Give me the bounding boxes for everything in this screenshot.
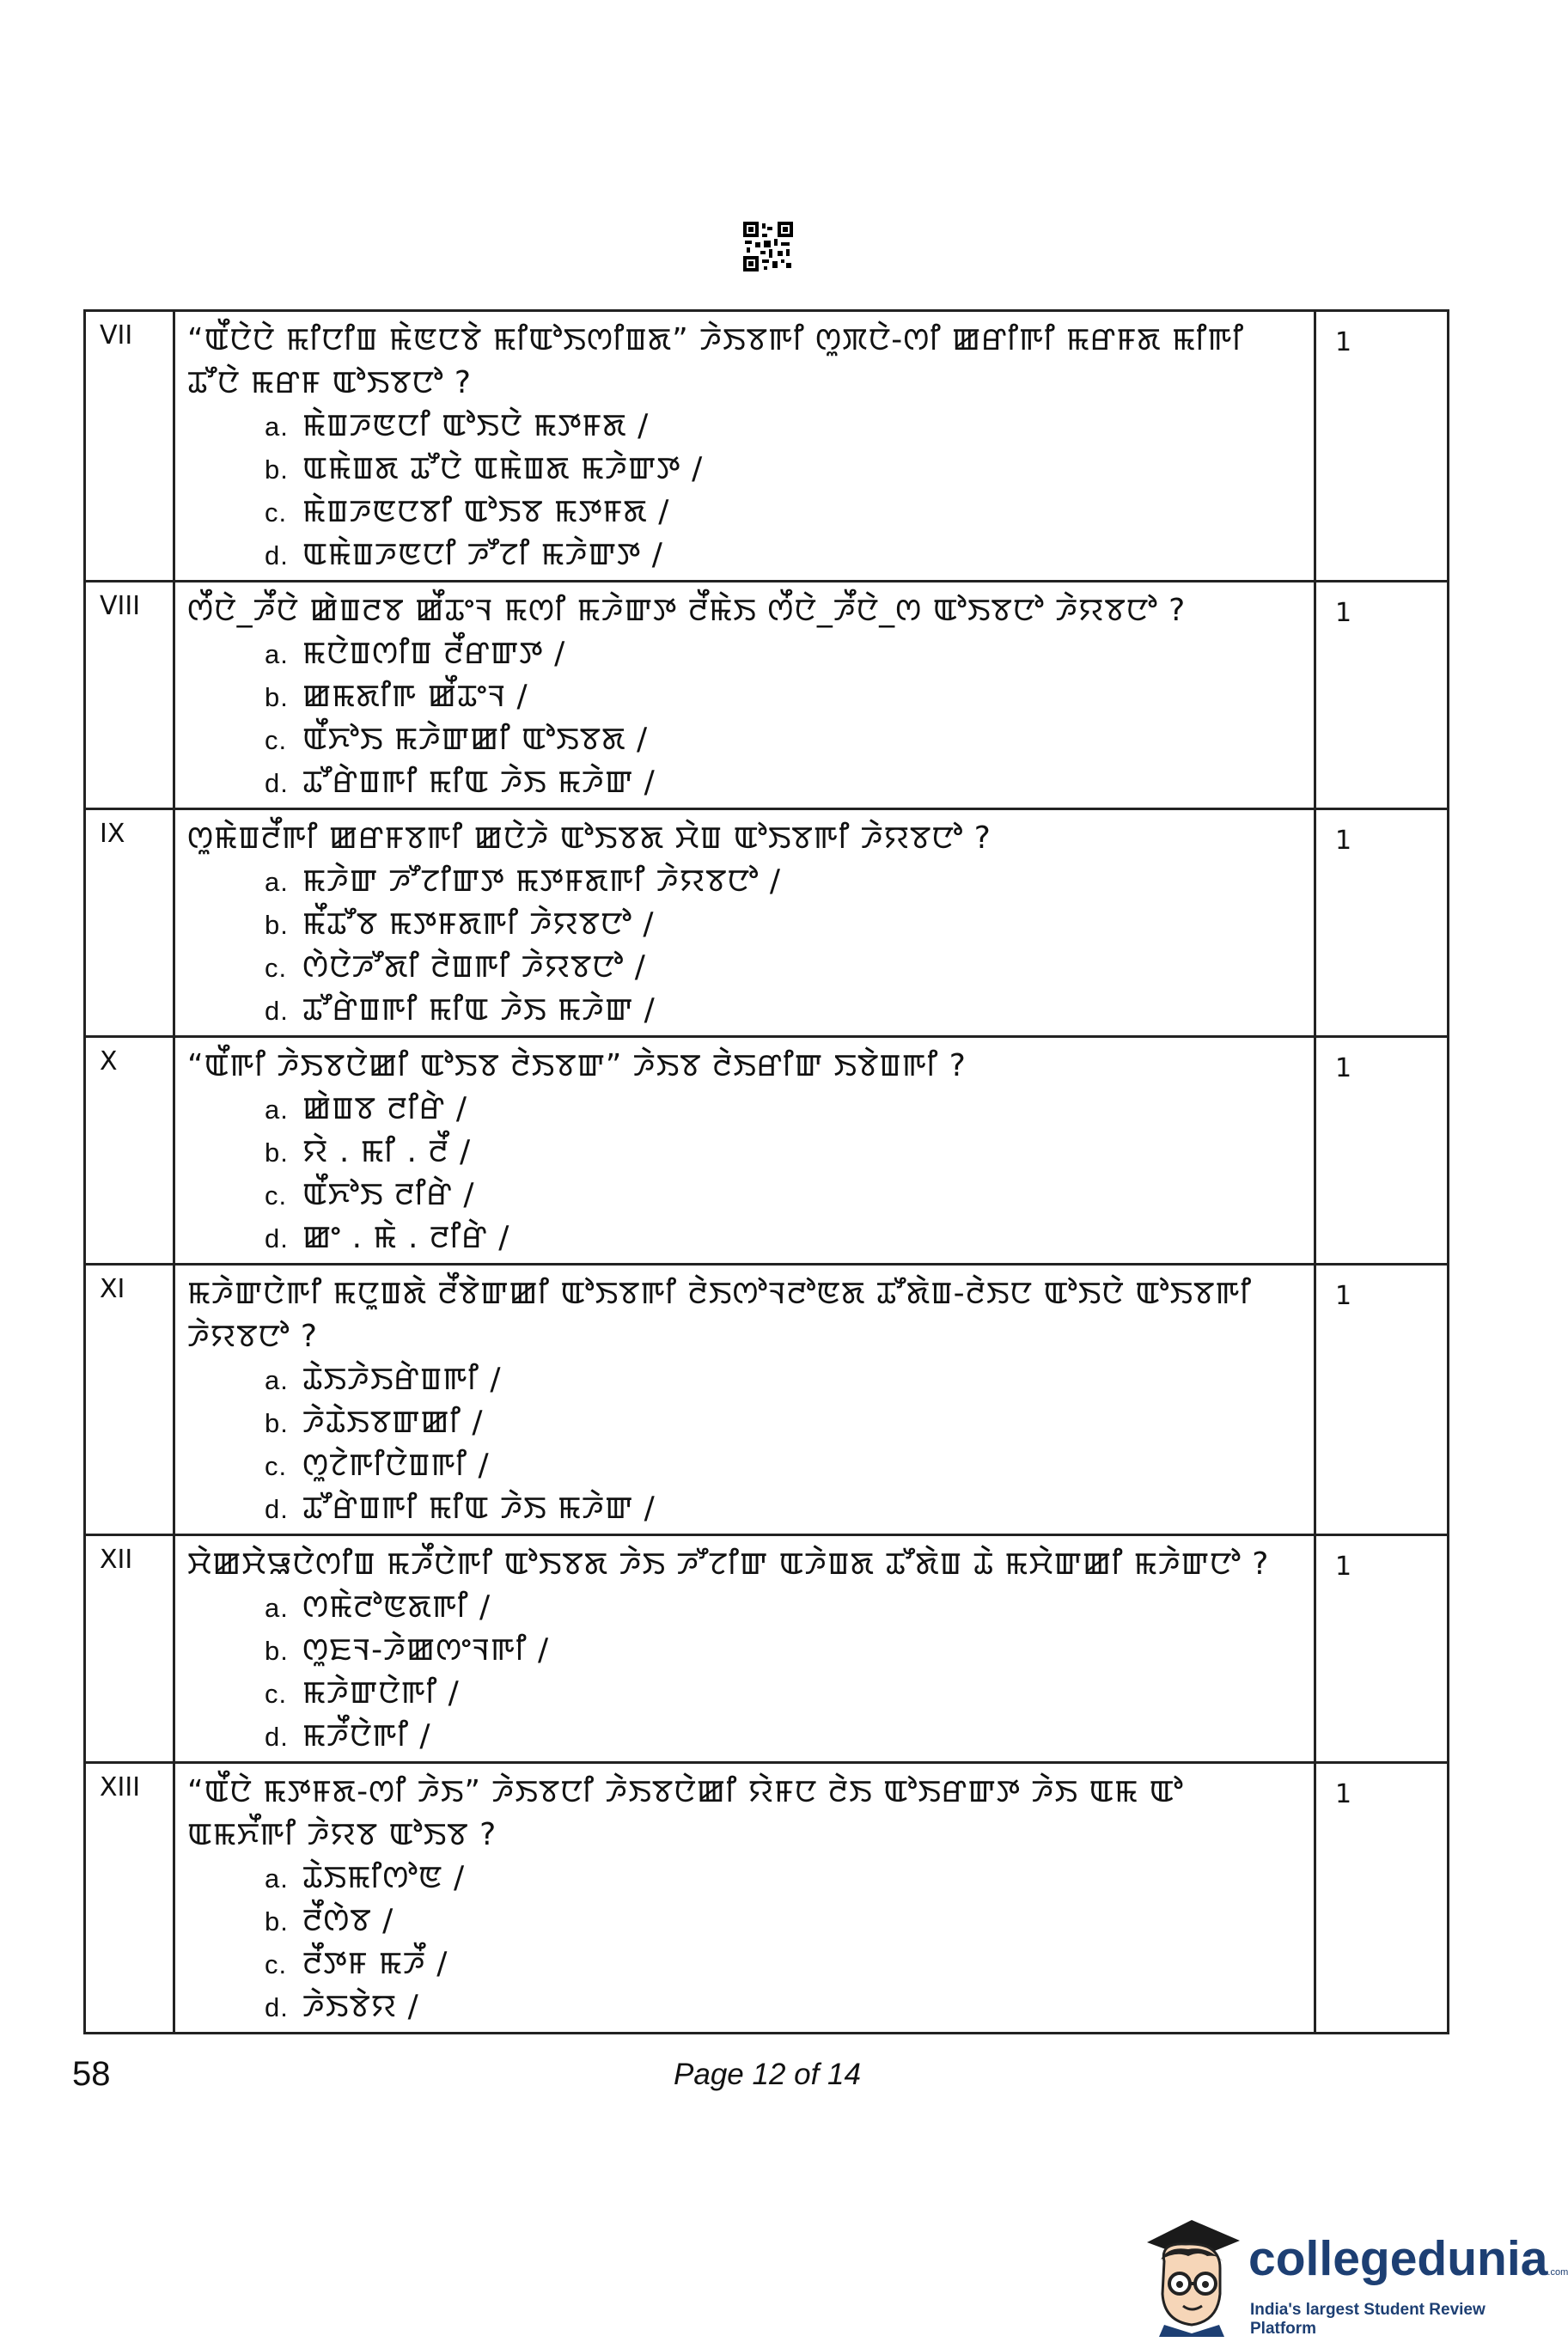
option-letter: b. — [265, 1636, 289, 1666]
question-sheet — [83, 309, 1449, 2034]
option-letter: a. — [265, 867, 289, 897]
option-letter: b. — [265, 1137, 289, 1168]
option-item — [265, 1401, 1302, 1444]
question-text: “ꯑꯩꯒꯤ ꯍꯥꯏꯕꯅꯥꯀꯤ ꯑꯣꯏꯕ ꯂꯥꯏꯕꯛ” ꯍꯥꯏꯕ ꯂꯥꯏꯔꯤꯛ ꯏꯕꯥꯡꯒꯤ ? — [187, 1048, 967, 1083]
option-item — [265, 632, 1302, 675]
option-text: ꯑꯃꯥꯡꯗ ꯊꯧꯅꯥ ꯑꯃꯥꯡꯗ ꯃꯍꯥꯛꯇ / — [302, 451, 704, 486]
option-letter: c. — [265, 1949, 288, 1979]
question-text: ꯆꯥꯀꯆꯥꯎꯅꯥꯁꯤꯡ ꯃꯍꯩꯅꯥꯒꯤ ꯑꯣꯏꯕꯗ ꯍꯥꯏ ꯍꯧꯖꯤꯛ ꯑꯍꯥꯡꯗ ꯊꯧꯗꯥꯡ ꯊꯥ ꯃꯆꯥꯛꯀꯤ ꯃꯍꯥꯛꯅꯣ ? — [187, 1546, 1270, 1582]
question-number: VII — [85, 311, 174, 582]
option-text: ꯑꯃꯥꯡꯍꯟꯅꯤ ꯍꯧꯖꯤ ꯃꯍꯥꯛꯇ / — [302, 537, 663, 572]
option-item — [265, 1985, 1302, 2028]
question-text: “ꯑꯩꯅꯥꯅꯥ ꯃꯤꯅꯤꯡ ꯃꯥꯟꯅꯕꯥ ꯃꯤꯑꯣꯏꯁꯤꯡꯗ” ꯍꯥꯏꯕꯒꯤ ꯁꯨꯞꯅꯥ-ꯁꯤ ꯀꯔꯤꯒꯤ ꯃꯔꯝꯗ ꯃꯤꯒꯤ ꯊꯧꯅꯥ ꯃꯔꯝ ꯑꯣꯏꯕꯅꯣ ? — [187, 322, 1244, 400]
option-letter: c. — [265, 1451, 288, 1481]
question-body — [174, 582, 1315, 809]
option-text: ꯃꯥꯡꯍꯟꯅꯕꯤ ꯑꯣꯏꯕ ꯃꯇꯝꯗ / — [302, 494, 670, 529]
option-letter: a. — [265, 1863, 289, 1894]
option-item — [265, 1857, 1302, 1900]
option-letter: c. — [265, 497, 288, 528]
option-text: ꯃꯥꯡꯍꯟꯅꯤ ꯑꯣꯏꯅꯥ ꯃꯇꯝꯗ / — [302, 408, 650, 443]
brand-text: collegedunia — [1248, 2231, 1548, 2286]
option-letter: c. — [265, 1679, 288, 1709]
question-mark: 1 — [1315, 1037, 1449, 1265]
question-body — [174, 1535, 1315, 1763]
option-item — [265, 405, 1302, 448]
option-item — [265, 491, 1302, 534]
option-letter: c. — [265, 725, 288, 755]
option-list — [187, 1088, 1302, 1259]
question-body — [174, 311, 1315, 582]
question-number: X — [85, 1037, 174, 1265]
option-item — [265, 1672, 1302, 1715]
option-item — [265, 1629, 1302, 1672]
option-item — [265, 860, 1302, 903]
option-text: ꯑꯩꯈꯣꯏ ꯂꯤꯔꯥ / — [302, 1177, 475, 1212]
option-text: ꯊꯧꯔꯥꯡꯒꯤ ꯃꯤꯑ ꯍꯥꯏ ꯃꯍꯥꯛ / — [302, 1491, 656, 1526]
question-mark: 1 — [1315, 582, 1449, 809]
question-text: ꯃꯍꯥꯛꯅꯥꯒꯤ ꯃꯅꯨꯡꯗꯥ ꯂꯩꯕꯥꯛꯀꯤ ꯑꯣꯏꯕꯒꯤ ꯂꯥꯏꯁꯣꯜꯂꯣꯟꯗ ꯊꯧꯗꯥꯡ-ꯂꯥꯏꯅ ꯑꯣꯏꯅꯥ ꯑꯣꯏꯕꯒꯤ ꯍꯥꯌꯕꯅꯣ ? — [187, 1276, 1252, 1354]
option-letter: b. — [265, 454, 289, 485]
option-text: ꯊꯥꯏꯍꯥꯏꯔꯥꯡꯒꯤ / — [302, 1362, 502, 1397]
option-letter: a. — [265, 412, 289, 442]
brand-tagline: India's largest Student Review Platform — [1250, 2301, 1486, 2338]
question-mark: 1 — [1315, 1763, 1449, 2034]
option-item — [265, 1444, 1302, 1487]
option-text: ꯃꯅꯥꯡꯁꯤꯡ ꯂꯩꯔꯛꯇ / — [302, 636, 566, 671]
option-list — [187, 1586, 1302, 1758]
option-text: ꯂꯩꯇꯝ ꯃꯍꯩ / — [302, 1946, 448, 1981]
option-letter: d. — [265, 540, 289, 570]
option-text: ꯁꯨꯖꯥꯒꯤꯅꯥꯡꯒꯤ / — [302, 1448, 490, 1483]
question-body — [174, 809, 1315, 1037]
question-text: ꯁꯨꯃꯥꯡꯂꯩꯒꯤ ꯀꯔꯝꯕꯒꯤ ꯀꯅꯥꯍꯥ ꯑꯣꯏꯕꯗ ꯆꯥꯡ ꯑꯣꯏꯕꯒꯤ ꯍꯥꯌꯕꯅꯣ ? — [187, 820, 991, 856]
option-text: ꯑꯩꯈꯣꯏ ꯃꯍꯥꯛꯀꯤ ꯑꯣꯏꯕꯗ / — [302, 722, 649, 757]
option-item — [265, 1217, 1302, 1259]
question-text: ꯁꯩꯅꯥ_ꯍꯩꯅꯥ ꯀꯥꯡꯂꯕ ꯀꯩꯊꯦꯜ ꯃꯁꯤ ꯃꯍꯥꯛꯇ ꯂꯩꯃꯥꯏ ꯁꯩꯅꯥ_ꯍꯩꯅꯥ_ꯁ ꯑꯣꯏꯕꯅꯣ ꯍꯥꯌꯕꯅꯣ ? — [187, 593, 1187, 628]
question-body — [174, 1037, 1315, 1265]
option-letter: d. — [265, 1223, 289, 1253]
option-letter: c. — [265, 953, 288, 983]
option-letter: b. — [265, 682, 289, 712]
option-letter: b. — [265, 910, 289, 940]
option-list — [187, 405, 1302, 576]
question-row — [85, 809, 1449, 1037]
page-number: 58 — [72, 2055, 111, 2093]
question-row — [85, 1265, 1449, 1535]
page-label: Page 12 of 14 — [674, 2058, 861, 2091]
option-item — [265, 903, 1302, 946]
option-letter: d. — [265, 1992, 289, 2022]
option-item — [265, 718, 1302, 761]
question-number: XIII — [85, 1763, 174, 2034]
option-item — [265, 1487, 1302, 1530]
option-item — [265, 534, 1302, 576]
qr-code-icon — [743, 222, 793, 271]
option-text: ꯁꯨꯐꯜ-ꯍꯥꯀꯁꯦꯜꯒꯤ / — [302, 1632, 550, 1668]
question-mark: 1 — [1315, 1265, 1449, 1535]
option-letter: a. — [265, 1593, 289, 1623]
option-letter: a. — [265, 1095, 289, 1125]
option-item — [265, 1088, 1302, 1131]
option-item — [265, 1586, 1302, 1629]
option-list — [187, 1358, 1302, 1530]
question-row — [85, 582, 1449, 809]
option-list — [187, 632, 1302, 804]
option-letter: b. — [265, 1408, 289, 1438]
option-letter: b. — [265, 1906, 289, 1936]
option-item — [265, 989, 1302, 1032]
option-letter: a. — [265, 639, 289, 669]
question-row — [85, 1763, 1449, 2034]
option-text: ꯊꯧꯔꯥꯡꯒꯤ ꯃꯤꯑ ꯍꯥꯏ ꯃꯍꯥꯛ / — [302, 765, 656, 800]
option-item — [265, 1900, 1302, 1943]
question-row — [85, 1037, 1449, 1265]
option-text: ꯀꯃꯗꯤꯒ ꯀꯩꯊꯦꯜ / — [302, 679, 528, 714]
question-number: IX — [85, 809, 174, 1037]
question-number: XII — [85, 1535, 174, 1763]
option-text: ꯃꯩꯊꯧꯕ ꯃꯇꯝꯗꯒꯤ ꯍꯥꯌꯕꯅꯣ / — [302, 906, 655, 942]
question-row — [85, 1535, 1449, 1763]
question-body — [174, 1763, 1315, 2034]
question-mark: 1 — [1315, 311, 1449, 582]
option-text: ꯊꯥꯏꯃꯤꯁꯣꯟ / — [302, 1860, 466, 1895]
question-number: XI — [85, 1265, 174, 1535]
option-text: ꯍꯥꯏꯕꯥꯌ / — [302, 1989, 419, 2024]
option-text: ꯂꯩꯁꯥꯕ / — [302, 1903, 394, 1938]
option-item — [265, 1943, 1302, 1985]
option-text: ꯍꯥꯊꯥꯏꯕꯛꯀꯤ / — [302, 1405, 484, 1440]
option-item — [265, 1358, 1302, 1401]
question-table — [83, 309, 1449, 2034]
option-item — [265, 1174, 1302, 1217]
option-text: ꯀꯥꯡꯕ ꯂꯤꯔꯥ / — [302, 1091, 467, 1126]
brand-name — [1248, 2230, 1568, 2287]
option-item — [265, 675, 1302, 718]
option-letter: d. — [265, 996, 289, 1026]
option-text: ꯌꯥ . ꯃꯤ . ꯂꯩ / — [302, 1134, 472, 1169]
option-text: ꯀꯦ . ꯃꯥ . ꯂꯤꯔꯥ / — [302, 1220, 510, 1255]
option-text: ꯁꯥꯅꯥꯍꯧꯗꯤ ꯂꯥꯡꯒꯤ ꯍꯥꯌꯕꯅꯣ / — [302, 949, 646, 985]
option-letter: a. — [265, 1365, 289, 1395]
question-mark: 1 — [1315, 809, 1449, 1037]
option-item — [265, 1131, 1302, 1174]
option-text: ꯃꯍꯥꯛꯅꯥꯒꯤ / — [302, 1675, 460, 1711]
question-row — [85, 311, 1449, 582]
option-item — [265, 946, 1302, 989]
mascot-graduate-icon — [1138, 2208, 1246, 2337]
option-letter: c. — [265, 1180, 288, 1211]
option-letter: d. — [265, 1494, 289, 1524]
option-item — [265, 761, 1302, 804]
option-text: ꯁꯃꯥꯂꯣꯟꯗꯒꯤ / — [302, 1589, 491, 1625]
question-body — [174, 1265, 1315, 1535]
option-letter: d. — [265, 768, 289, 798]
option-list — [187, 1857, 1302, 2028]
question-mark: 1 — [1315, 1535, 1449, 1763]
question-text: “ꯑꯩꯅꯥ ꯃꯇꯝꯗ-ꯁꯤ ꯍꯥꯏ” ꯍꯥꯏꯕꯅꯤ ꯍꯥꯏꯕꯅꯥꯀꯤ ꯌꯥꯝꯅ ꯂꯥꯏ ꯑꯣꯏꯔꯛꯇ ꯍꯥꯏ ꯑꯃ ꯑꯣ ꯑꯃꯈꯩꯒꯤ ꯍꯥꯌꯕ ꯑꯣꯏꯕ ? — [187, 1774, 1184, 1852]
option-item — [265, 448, 1302, 491]
option-list — [187, 860, 1302, 1032]
option-letter: d. — [265, 1722, 289, 1752]
collegedunia-logo — [1138, 2208, 1568, 2338]
option-text: ꯃꯍꯥꯛ ꯍꯧꯖꯤꯛꯇ ꯃꯇꯝꯗꯒꯤ ꯍꯥꯌꯕꯅꯣ / — [302, 863, 781, 899]
brand-domain: .com — [1547, 2267, 1568, 2278]
option-text: ꯃꯍꯩꯅꯥꯒꯤ / — [302, 1718, 431, 1753]
question-number: VIII — [85, 582, 174, 809]
option-item — [265, 1715, 1302, 1758]
option-text: ꯊꯧꯔꯥꯡꯒꯤ ꯃꯤꯑ ꯍꯥꯏ ꯃꯍꯥꯛ / — [302, 992, 656, 1028]
